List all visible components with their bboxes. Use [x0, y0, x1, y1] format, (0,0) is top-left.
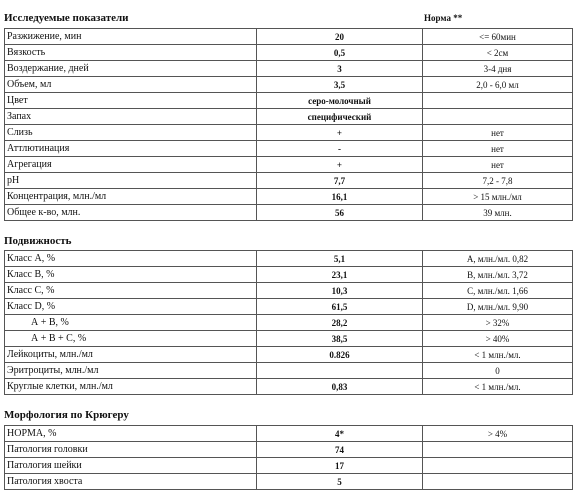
- row-norm: 7,2 - 7,8: [423, 173, 573, 189]
- row-label: Разжижение, мин: [5, 29, 257, 45]
- row-label: Объем, мл: [5, 77, 257, 93]
- row-norm: > 15 млн./мл: [423, 189, 573, 205]
- row-label: Класс С, %: [5, 283, 257, 299]
- section-title: Исследуемые показатели: [4, 12, 129, 24]
- table-row: [5, 299, 573, 315]
- row-value: +: [257, 157, 423, 173]
- row-norm: <= 60мин: [423, 29, 573, 45]
- table-row: [5, 29, 573, 45]
- row-label: Слизь: [5, 125, 257, 141]
- table-row: [5, 347, 573, 363]
- row-norm: 2,0 - 6,0 мл: [423, 77, 573, 93]
- table-row: [5, 363, 573, 379]
- row-label: Лейкоциты, млн./мл: [5, 347, 257, 363]
- row-label: Аттлютинация: [5, 141, 257, 157]
- row-label: Агрегация: [5, 157, 257, 173]
- row-norm: < 1 млн./мл.: [423, 379, 573, 395]
- row-value: 4*: [257, 426, 423, 442]
- row-label: Вязкость: [5, 45, 257, 61]
- row-norm: > 32%: [423, 315, 573, 331]
- row-value: специфический: [257, 109, 423, 125]
- row-value: 61,5: [257, 299, 423, 315]
- table-row: [5, 93, 573, 109]
- norm-column-header: Норма **: [424, 13, 463, 23]
- table-row: [5, 474, 573, 490]
- section-head-morphology: [4, 409, 572, 424]
- row-value: 20: [257, 29, 423, 45]
- row-value: 5: [257, 474, 423, 490]
- row-label: Общее к-во, млн.: [5, 205, 257, 221]
- row-label: А + В + С, %: [5, 331, 257, 347]
- row-value: 3: [257, 61, 423, 77]
- row-label: Патология головки: [5, 442, 257, 458]
- row-norm: < 2см: [423, 45, 573, 61]
- row-norm: < 1 млн./мл.: [423, 347, 573, 363]
- row-norm: 0: [423, 363, 573, 379]
- table-row: [5, 426, 573, 442]
- row-label: Патология шейки: [5, 458, 257, 474]
- row-norm: > 40%: [423, 331, 573, 347]
- table-row: [5, 189, 573, 205]
- table-row: [5, 45, 573, 61]
- row-norm: D, млн./мл. 9,90: [423, 299, 573, 315]
- row-norm: [423, 442, 573, 458]
- row-label: Цвет: [5, 93, 257, 109]
- section-title: Морфология по Крюгеру: [4, 409, 129, 421]
- section-head-motility: [4, 235, 572, 250]
- row-value: 0.826: [257, 347, 423, 363]
- row-norm: > 4%: [423, 426, 573, 442]
- row-value: 16,1: [257, 189, 423, 205]
- table-row: [5, 157, 573, 173]
- row-value: -: [257, 141, 423, 157]
- row-label: Класс А, %: [5, 251, 257, 267]
- table-row: [5, 173, 573, 189]
- row-norm: [423, 93, 573, 109]
- row-value: 7,7: [257, 173, 423, 189]
- row-norm: нет: [423, 141, 573, 157]
- row-value: 28,2: [257, 315, 423, 331]
- row-label: Класс В, %: [5, 267, 257, 283]
- row-value: 23,1: [257, 267, 423, 283]
- row-value: 74: [257, 442, 423, 458]
- row-norm: А, млн./мл. 0,82: [423, 251, 573, 267]
- row-value: 3,5: [257, 77, 423, 93]
- row-norm: 39 млн.: [423, 205, 573, 221]
- table-row: [5, 251, 573, 267]
- motility-table: [4, 250, 573, 395]
- row-label: Круглые клетки, млн./мл: [5, 379, 257, 395]
- table-row: [5, 125, 573, 141]
- row-label: pH: [5, 173, 257, 189]
- table-row: [5, 77, 573, 93]
- row-value: +: [257, 125, 423, 141]
- row-norm: С, млн./мл. 1,66: [423, 283, 573, 299]
- row-value: [257, 363, 423, 379]
- table-row: [5, 458, 573, 474]
- row-label: Эритроциты, млн./мл: [5, 363, 257, 379]
- morphology-table: [4, 425, 573, 490]
- row-norm: нет: [423, 157, 573, 173]
- row-label: Запах: [5, 109, 257, 125]
- row-label: НОРМА, %: [5, 426, 257, 442]
- row-value: 0,83: [257, 379, 423, 395]
- table-row: [5, 283, 573, 299]
- row-value: серо-молочный: [257, 93, 423, 109]
- row-norm: В, млн./мл. 3,72: [423, 267, 573, 283]
- table-row: [5, 109, 573, 125]
- row-value: 38,5: [257, 331, 423, 347]
- row-norm: 3-4 дня: [423, 61, 573, 77]
- row-norm: нет: [423, 125, 573, 141]
- table-row: [5, 205, 573, 221]
- table-row: [5, 267, 573, 283]
- row-label: Концентрация, млн./мл: [5, 189, 257, 205]
- row-label: Патология хвоста: [5, 474, 257, 490]
- row-value: 56: [257, 205, 423, 221]
- row-norm: [423, 109, 573, 125]
- table-row: [5, 379, 573, 395]
- table-row: [5, 61, 573, 77]
- section-title: Подвижность: [4, 235, 72, 247]
- row-value: 5,1: [257, 251, 423, 267]
- row-label: А + В, %: [5, 315, 257, 331]
- indicators-table: [4, 28, 573, 221]
- row-norm: [423, 458, 573, 474]
- row-label: Воздержание, дней: [5, 61, 257, 77]
- row-label: Класс D, %: [5, 299, 257, 315]
- table-row: [5, 442, 573, 458]
- table-row: [5, 331, 573, 347]
- row-norm: [423, 474, 573, 490]
- section-head-indicators: [4, 12, 572, 27]
- row-value: 17: [257, 458, 423, 474]
- row-value: 0,5: [257, 45, 423, 61]
- table-row: [5, 141, 573, 157]
- table-row: [5, 315, 573, 331]
- row-value: 10,3: [257, 283, 423, 299]
